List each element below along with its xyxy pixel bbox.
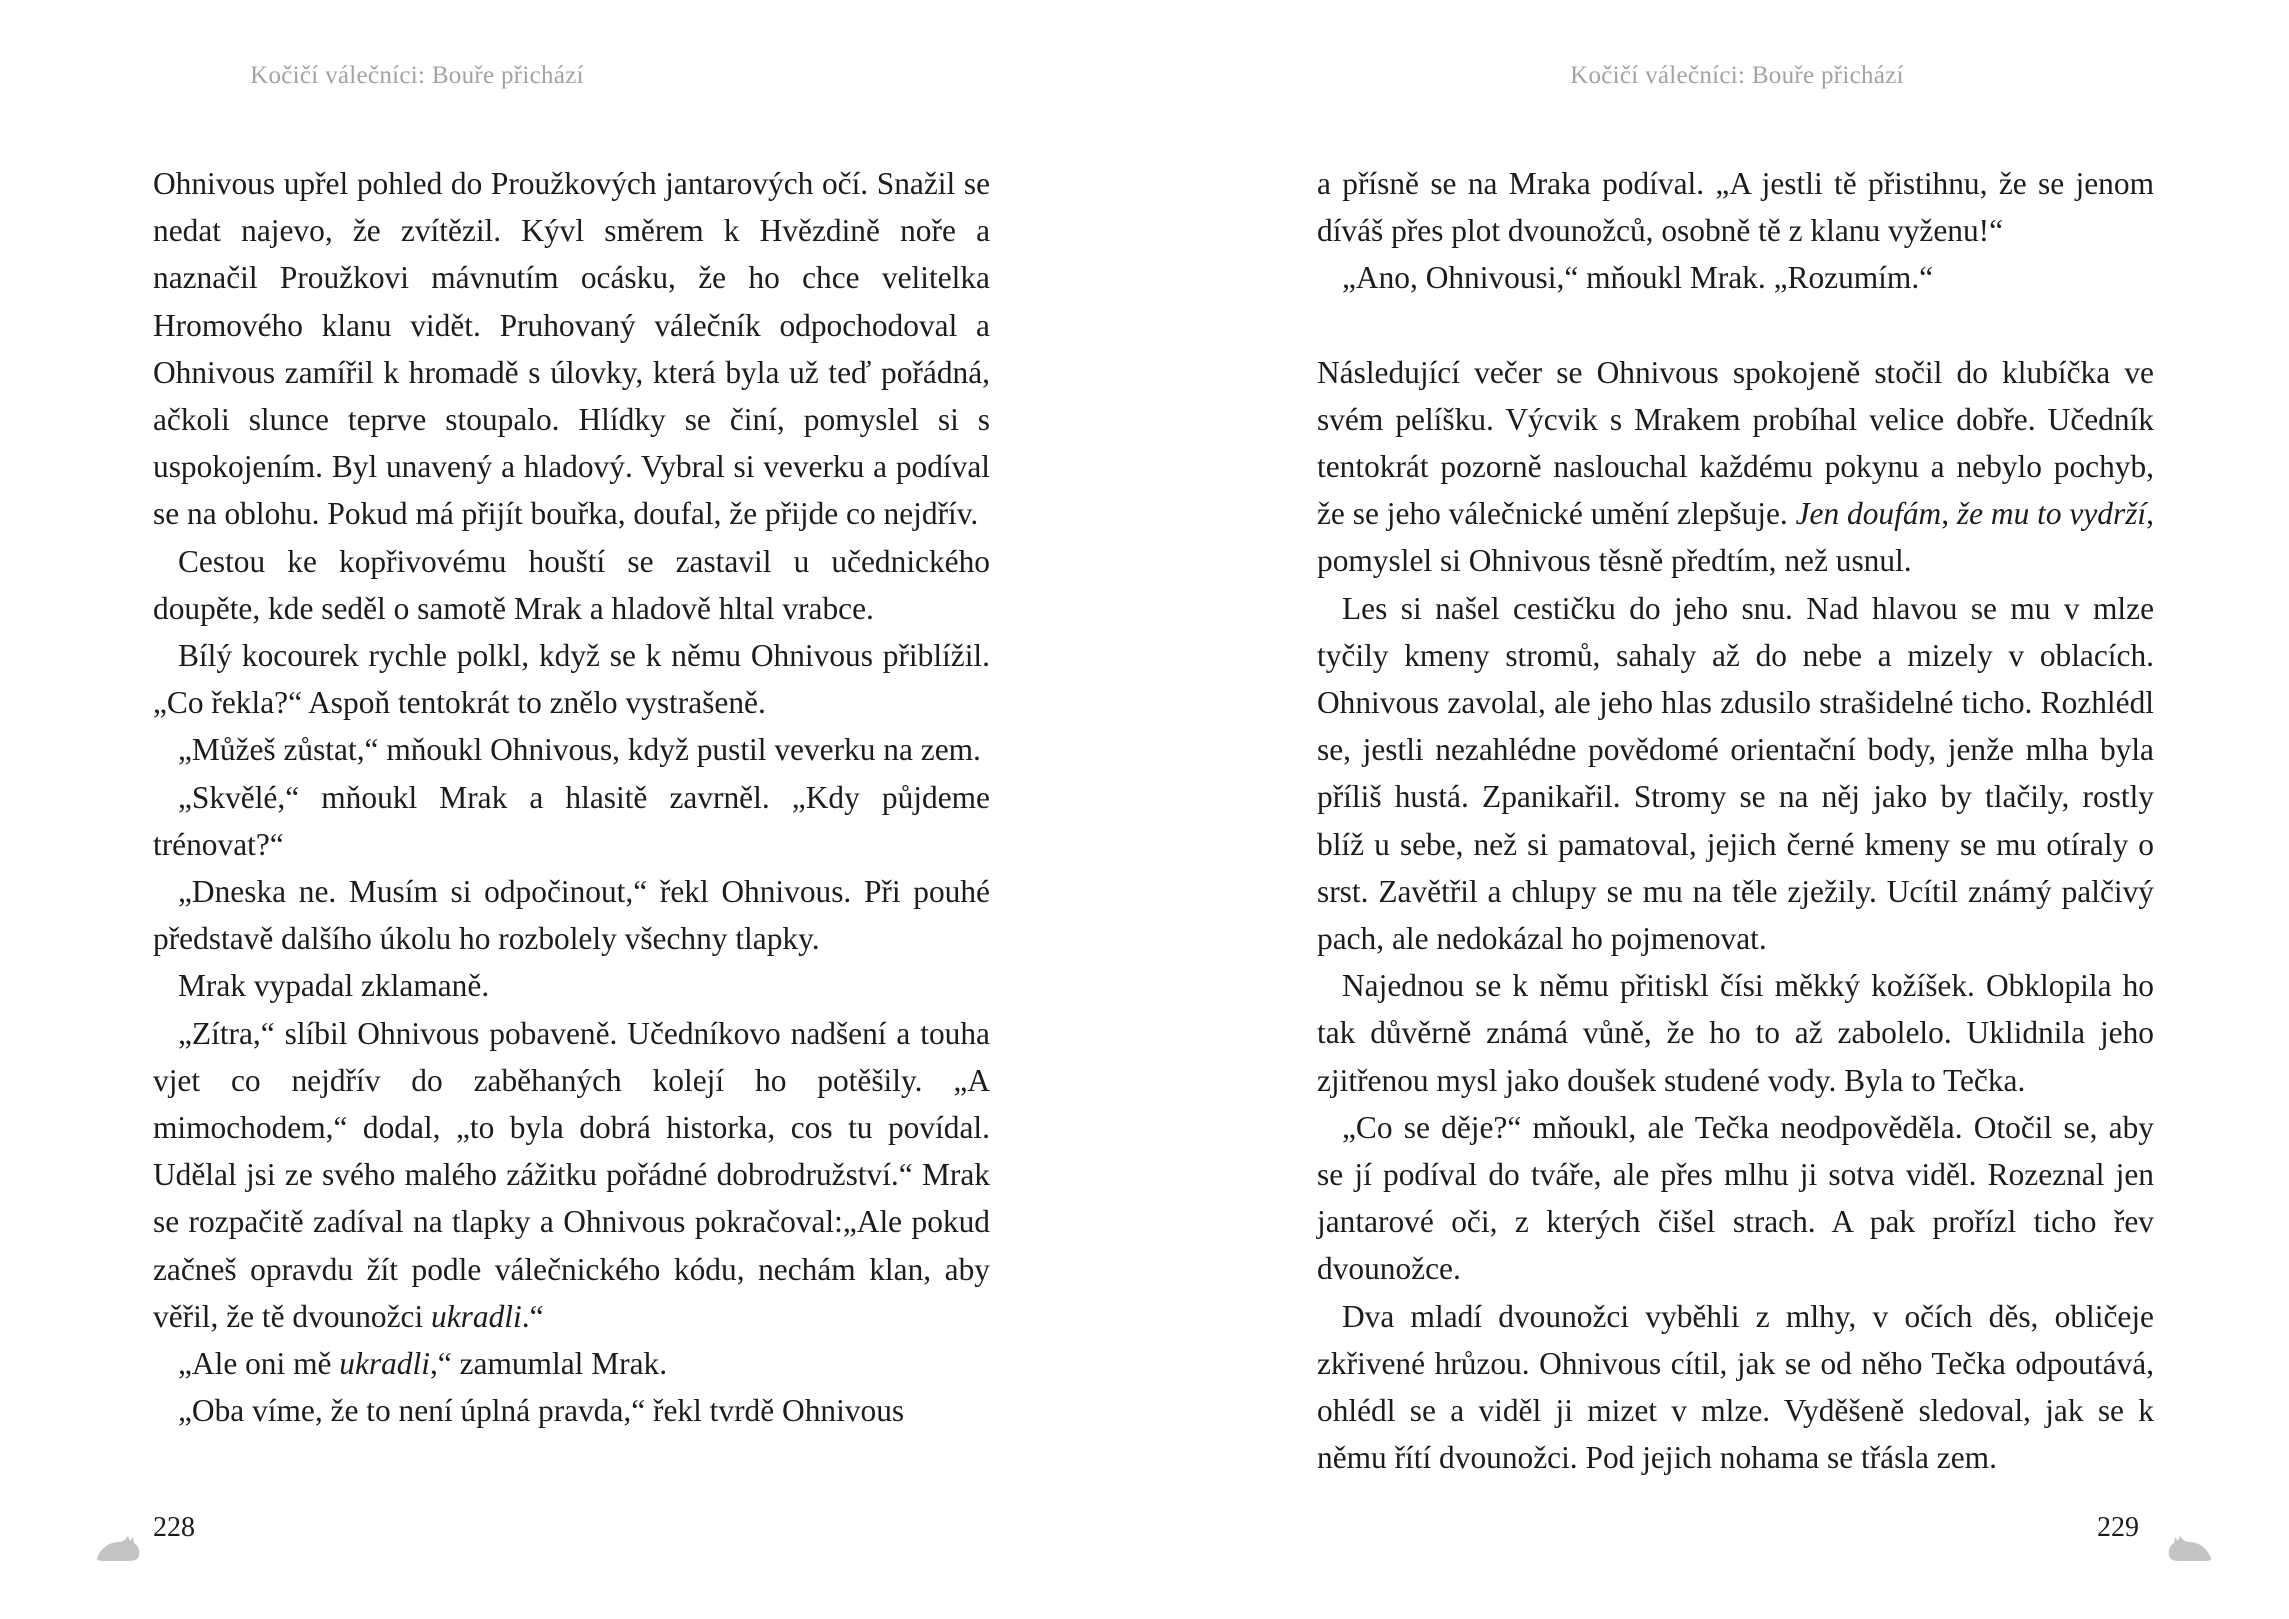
cat-silhouette-icon <box>2165 1532 2213 1562</box>
paragraph: Cestou ke kopřivovému houští se zastavil u učednického doupěte, kde seděl o samotě Mrak a hladově hltal vrabce. <box>153 543 990 626</box>
page-number-right: 229 <box>2097 1512 2139 1543</box>
left-page-text <box>153 160 990 1434</box>
paragraph: Bílý kocourek rychle polkl, když se k němu Ohnivous přiblížil. „Co řekla?“ Aspoň tentokrát to znělo vystrašeně. <box>153 638 990 721</box>
left-page <box>0 0 1144 1619</box>
paragraph: „Můžeš zůstat,“ mňoukl Ohnivous, když pustil veverku na zem. <box>178 732 981 768</box>
paragraph: Dva mladí dvounožci vyběhli z mlhy, v očích děs, obličeje zkřivené hrůzou. Ohnivous cítil, jak se od něho Tečka odpoutává, ohlédl se a viděl ji mizet v mlze. Vyděšeně sledoval, jak se k němu řítí dvounožci. Pod jejich nohama se třásla zem. <box>1317 1298 2154 1476</box>
paragraph: a přísně se na Mraka podíval. „A jestli tě přistihnu, že se jenom díváš přes plot dvounožců, osobně tě z klanu vyženu!“ <box>1317 166 2154 249</box>
cat-silhouette-icon <box>95 1532 143 1562</box>
paragraph: „Zítra,“ slíbil Ohnivous pobaveně. Učedníkovo nadšení a touha vjet co nejdřív do zaběhaných kolejí ho potěšily. „A mimochodem,“ dodal, „to byla dobrá historka, cos tu povídal. Udělal jsi ze svého malého zážitku pořádné dobrodružství.“ Mrak se rozpačitě zadíval na tlapky a Ohnivous pokračoval:„Ale pokud začneš opravdu žít podle válečnického kódu, nechám klan, aby věřil, že tě dvounožci ukradli.“ <box>153 1015 990 1334</box>
page-number-left: 228 <box>153 1512 195 1543</box>
right-page <box>1145 0 2289 1619</box>
paragraph: „Oba víme, že to není úplná pravda,“ řekl tvrdě Ohnivous <box>178 1393 905 1429</box>
paragraph: „Skvělé,“ mňoukl Mrak a hlasitě zavrněl. „Kdy půjdeme trénovat?“ <box>153 779 990 862</box>
paragraph: Najednou se k němu přitiskl čísi měkký kožíšek. Obklopila ho tak důvěrně známá vůně, že ho to až zabolelo. Uklidnila jeho zjitřenou mysl jako doušek studené vody. Byla to Tečka. <box>1317 968 2154 1098</box>
running-head-left: Kočičí válečníci: Bouře přichází <box>250 62 584 89</box>
paragraph: „Ano, Ohnivousi,“ mňoukl Mrak. „Rozumím.“ <box>1342 260 1934 296</box>
paragraph: Následující večer se Ohnivous spokojeně stočil do klubíčka ve svém pelíšku. Výcvik s Mrakem probíhal velice dobře. Učedník tentokrát pozorně naslouchal každému pokynu a nebylo pochyb, že se jeho válečnické umění zlepšuje. Jen doufám, že mu to vydrží, pomyslel si Ohnivous těsně předtím, než usnul. <box>1317 354 2154 579</box>
paragraph: „Ale oni mě ukradli,“ zamumlal Mrak. <box>178 1346 668 1382</box>
paragraph: „Co se děje?“ mňoukl, ale Tečka neodpověděla. Otočil se, aby se jí podíval do tváře, ale přes mlhu ji sotva viděl. Rozeznal jen jantarové oči, z kterých čišel strach. A pak prořízl ticho řev dvounožce. <box>1317 1109 2154 1287</box>
running-head-right: Kočičí válečníci: Bouře přichází <box>1570 62 1904 89</box>
paragraph: Les si našel cestičku do jeho snu. Nad hlavou se mu v mlze tyčily kmeny stromů, sahaly až do nebe a mizely v oblacích. Ohnivous zavolal, ale jeho hlas zdusilo strašidelné ticho. Rozhlédl se, jestli nezahlédne povědomé orientační body, jenže mlha byla příliš hustá. Zpanikařil. Stromy se na něj jako by tlačily, rostly blíž u sebe, než si pamatoval, jejich černé kmeny se mu otíraly o srst. Zavětřil a chlupy se mu na těle zježily. Ucítil známý palčivý pach, ale nedokázal ho pojmenovat. <box>1317 590 2154 957</box>
paragraph: „Dneska ne. Musím si odpočinout,“ řekl Ohnivous. Při pouhé představě dalšího úkolu ho rozbolely všechny tlapky. <box>153 874 990 957</box>
paragraph: Mrak vypadal zklamaně. <box>178 968 490 1004</box>
right-page-text <box>1317 160 2154 1481</box>
paragraph: Ohnivous upřel pohled do Proužkových jantarových očí. Snažil se nedat najevo, že zvítězil. Kývl směrem k Hvězdině noře a naznačil Proužkovi mávnutím ocásku, že ho chce velitelka Hromového klanu vidět. Pruhovaný válečník odpochodoval a Ohnivous zamířil k hromadě s úlovky, která byla už teď pořádná, ačkoli slunce teprve stoupalo. Hlídky se činí, pomyslel si s uspokojením. Byl unavený a hladový. Vybral si veverku a podíval se na oblohu. Pokud má přijít bouřka, doufal, že přijde co nejdřív. <box>153 166 990 532</box>
